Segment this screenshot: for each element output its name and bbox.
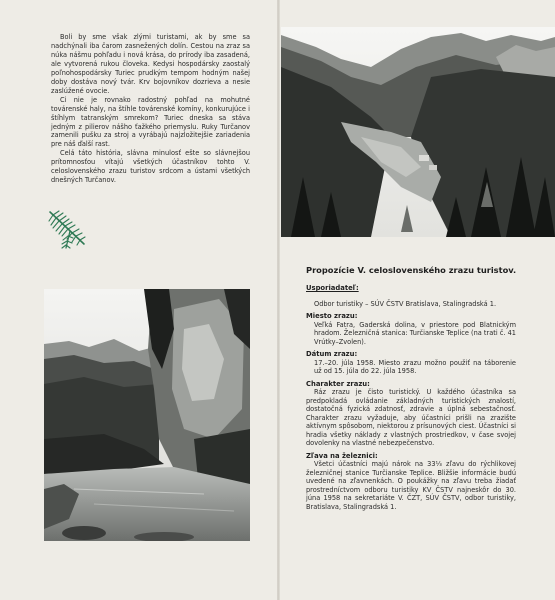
fir-sprig-icon <box>46 208 92 250</box>
page-title: Propozície V. celoslovenského zrazu turistov. <box>306 265 517 275</box>
paragraph: Celá táto história, slávna minulosť ešte so slávnejšou prítomnosťou vítajú všetkých účastníkov tohto V. celoslovenského zrazu turistov srdcom a ústami všetkých dnešných Turčanov. <box>51 149 250 185</box>
section-body-discount: Všetci účastníci majú nárok na 33⅓ zľavu do rýchlikovej železničnej stanice Turčianske Teplice. Bližšie informácie budú uvedené na zľavnenkách. O poukážky na zľavu treba žiadať prostredníctvom odboru turistiky KV ČSTV najneskôr do 30. júna 1958 na sekretariáte V. ČZT, SÚV ČSTV, odbor turistiky, Bratislava, Stalingradská 1. <box>306 460 516 511</box>
paragraph: Boli by sme však zlými turistami, ak by sme sa nadchýnali iba čarom zasnežených dolín. Cestou na zraz sa núka nášmu pohľadu i nová krása, do prírody iba zasadená, ale vytvorená rukou človeka. Kedysi hospodársky zaostalý poľnohospodársky Turiec prudkým tempom hodným našej doby dostáva nový tvár. Krv bojovníkov dozrieva a nesie zaslúžené ovocie. <box>51 33 250 95</box>
propositions-text <box>306 265 516 515</box>
mountain-stream-photo <box>44 289 250 541</box>
section-body-organizer: Odbor turistiky – SÚV ČSTV Bratislava, Stalingradská 1. <box>314 299 497 308</box>
section-title-character: Charakter zrazu: <box>306 379 370 388</box>
section-body-character: Ráz zrazu je čisto turistický. U každého účastníka sa predpokladá ovládanie základných turistických znalostí, dostatočná fyzická zdatnosť, zdravie a úplná sebestačnosť. Charakter zrazu vyžaduje, aby účastníci prišli na zrazište aktívnym spôsobom, niektorou z prísunových ciest. Účastníci si hradia všetky náklady z vlastných prostriedkov, v čase svojej dovolenky na vlastné nebezpečenstvo. <box>306 388 516 447</box>
section-title-organizer: Usporiadateľ: <box>306 284 359 292</box>
section-body-place: Veľká Fatra, Gaderská dolina, v priestore pod Blatnickým hradom. Železničná stanica: Turčianske Teplice (na trati č. 41 Vrútky–Zvolen). <box>314 320 516 346</box>
left-page-text <box>51 33 250 185</box>
section-body-date: 17.–20. júla 1958. Miesto zrazu možno použiť na táborenie už od 15. júla do 22. júla 1958. <box>314 358 516 375</box>
page-fold <box>277 0 280 600</box>
section-title-discount: Zľava na železnici: <box>306 451 378 460</box>
section-title-place: Miesto zrazu: <box>306 312 358 320</box>
paragraph: Ci nie je rovnako radostný pohľad na mohutné továrenské haly, na štíhle továrenské komíny, konkurujúce i štíhlym tatranským smrekom? Turiec dneska sa stáva jedným z pilierov nášho ťažkého priemyslu. Ruky Turčanov zamenili pušku za stroj a vyrábajú najzložitejšie zariadenia pre náš ďalší rast. <box>51 95 250 149</box>
valley-meadow-photo <box>281 27 555 237</box>
section-title-date: Dátum zrazu: <box>306 350 358 358</box>
